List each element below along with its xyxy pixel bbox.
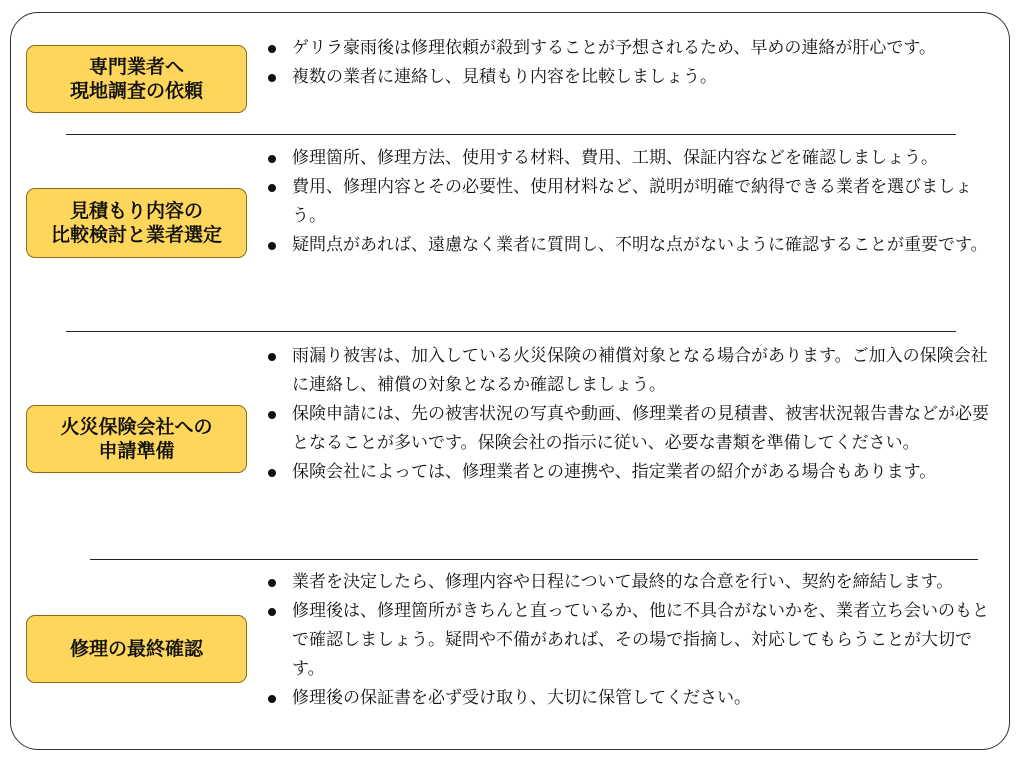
bullet-icon — [268, 695, 276, 703]
bullet-icon — [268, 242, 276, 250]
bullet-icon — [268, 579, 276, 587]
section-divider — [66, 331, 956, 332]
section-divider — [90, 559, 978, 560]
bullet-icon — [268, 155, 276, 163]
list-item: 修理後は、修理箇所がきちんと直っているか、他に不具合がないかを、業者立ち会いのもとで確認しましょう。疑問や不備があれば、その場で指摘し、対応してもらうことが大切です。 — [262, 597, 1004, 684]
list-item: 修理後の保証書を必ず受け取り、大切に保管してください。 — [262, 684, 1004, 713]
bullet-icon — [268, 74, 276, 82]
step-label-final-check: 修理の最終確認 — [26, 615, 247, 683]
list-item: 複数の業者に連絡し、見積もり内容を比較しましょう。 — [262, 63, 1004, 92]
step-label-insurance-application: 火災保険会社への 申請準備 — [26, 405, 247, 473]
list-item: 費用、修理内容とその必要性、使用材料など、説明が明確で納得できる業者を選びましょう。 — [262, 173, 1004, 231]
list-item: 業者を決定したら、修理内容や日程について最終的な合意を行い、契約を締結します。 — [262, 568, 1004, 597]
list-item: 修理箇所、修理方法、使用する材料、費用、工期、保証内容などを確認しましょう。 — [262, 144, 1004, 173]
list-item: 保険会社によっては、修理業者との連携や、指定業者の紹介がある場合もあります。 — [262, 458, 1004, 487]
step-list-site-survey — [262, 34, 1004, 92]
bullet-icon — [268, 353, 276, 361]
step-label-site-survey: 専門業者へ 現地調査の依頼 — [26, 45, 247, 113]
bullet-icon — [268, 469, 276, 477]
bullet-icon — [268, 411, 276, 419]
section-divider — [66, 134, 956, 135]
list-item: 雨漏り被害は、加入している火災保険の補償対象となる場合があります。ご加入の保険会社に連絡し、補償の対象となるか確認しましょう。 — [262, 342, 1004, 400]
step-list-final-check — [262, 568, 1004, 713]
step-list-insurance-application — [262, 342, 1004, 487]
bullet-icon — [268, 608, 276, 616]
bullet-icon — [268, 45, 276, 53]
list-item: 疑問点があれば、遠慮なく業者に質問し、不明な点がないように確認することが重要です。 — [262, 231, 1004, 260]
step-label-estimate-compare: 見積もり内容の 比較検討と業者選定 — [26, 188, 247, 258]
bullet-icon — [268, 184, 276, 192]
list-item: ゲリラ豪雨後は修理依頼が殺到することが予想されるため、早めの連絡が肝心です。 — [262, 34, 1004, 63]
list-item: 保険申請には、先の被害状況の写真や動画、修理業者の見積書、被害状況報告書などが必要となることが多いです。保険会社の指示に従い、必要な書類を準備してください。 — [262, 400, 1004, 458]
step-list-estimate-compare — [262, 144, 1004, 260]
